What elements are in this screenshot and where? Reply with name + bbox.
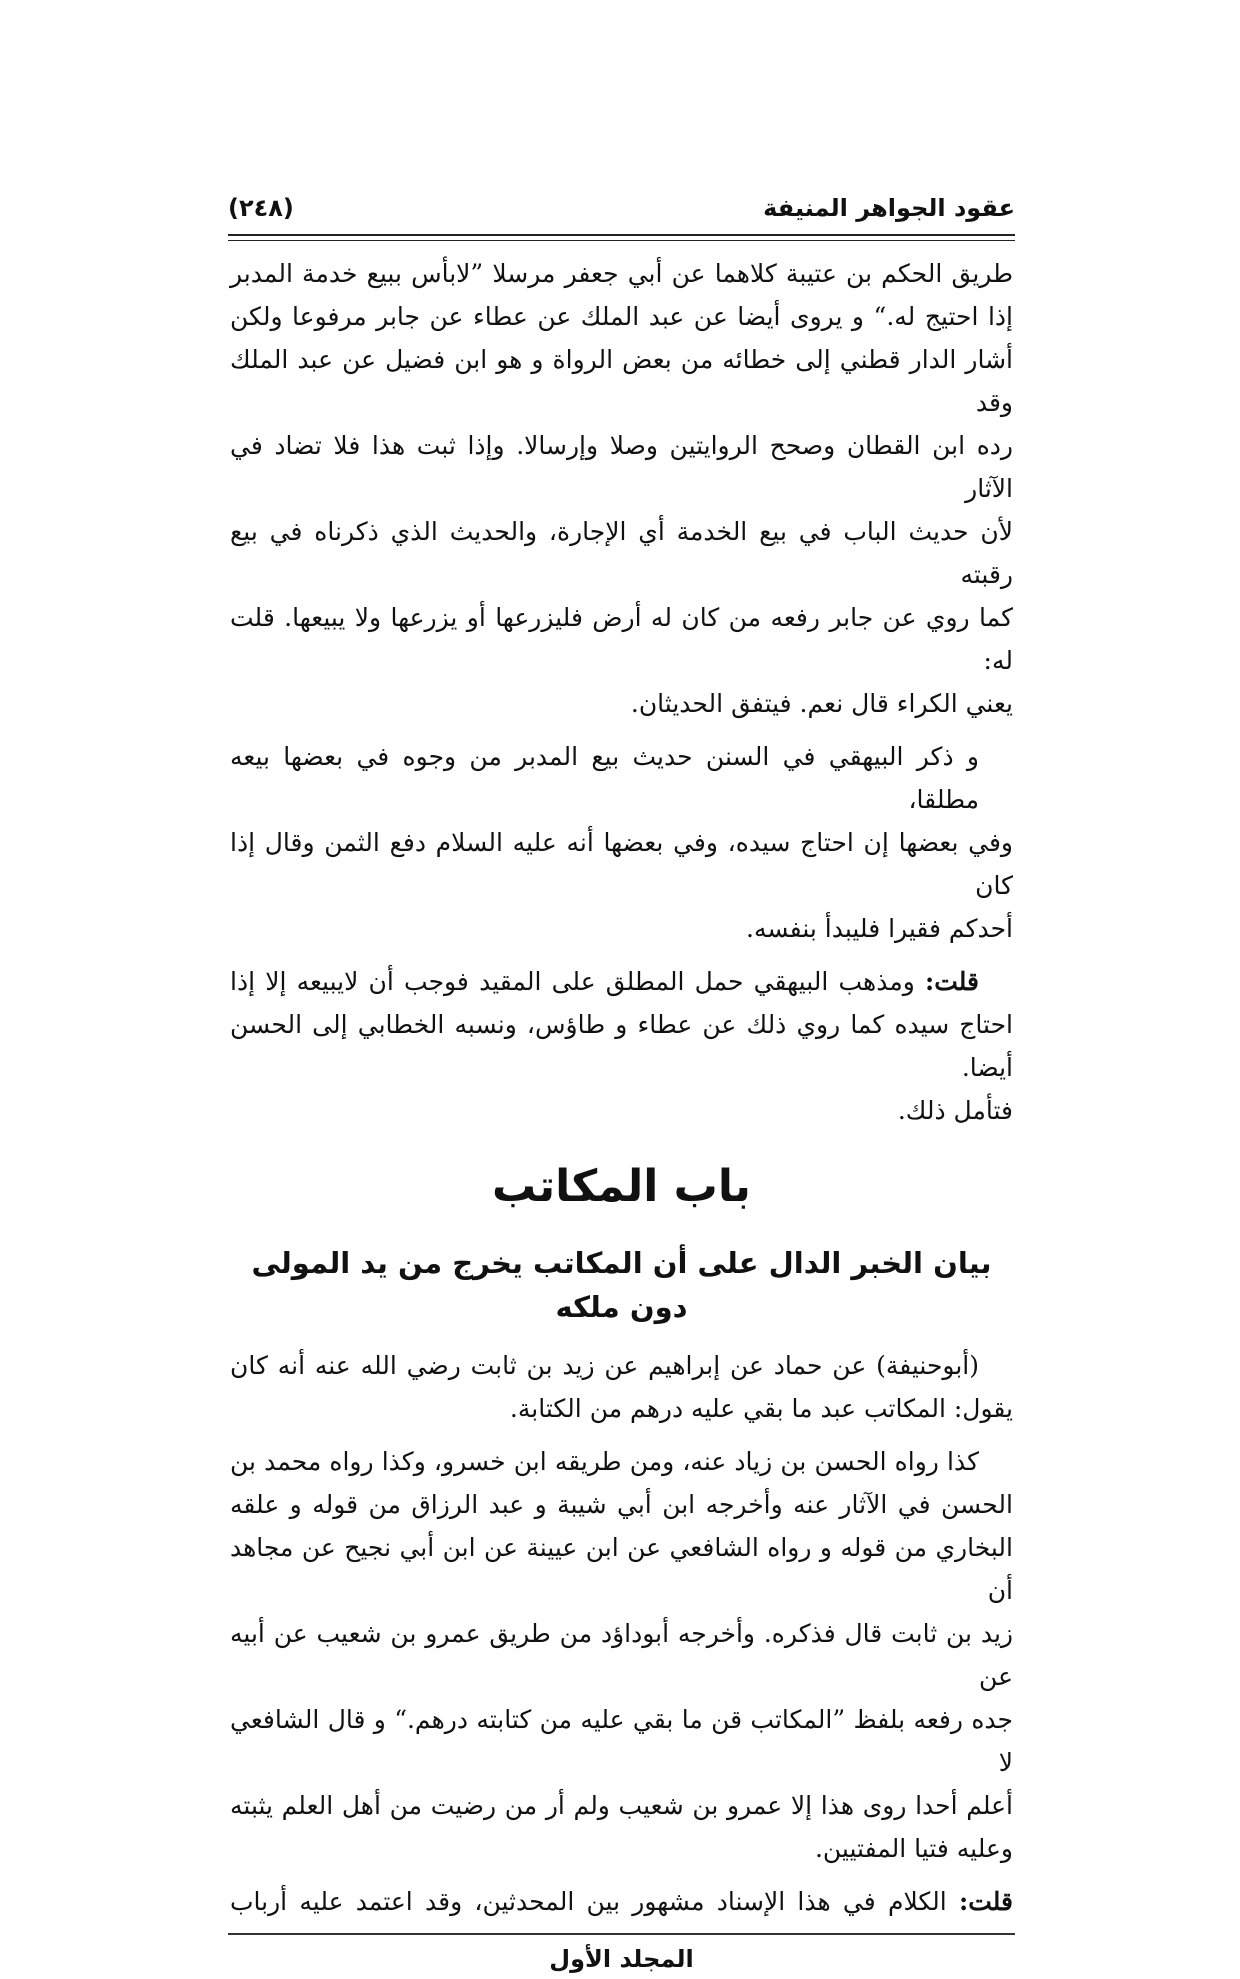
line-text: زيد بن ثابت قال فذكره. وأخرجه أبوداؤد من طريق عمرو بن شعيب عن أبيه عن [230, 1619, 1013, 1691]
line-text: إذا احتيج له.“ و يروى أيضا عن عبد الملك عن عطاء عن جابر مرفوعا ولكن [230, 302, 1013, 331]
line-text: طريق الحكم بن عتيبة كلاهما عن أبي جعفر مرسلا ”لابأس ببيع خدمة المدبر [230, 259, 1013, 288]
line-text: البخاري من قوله و رواه الشافعي عن ابن عيينة عن ابن أبي نجيح عن مجاهد أن [230, 1533, 1013, 1605]
line-text: أعلم أحدا روى هذا إلا عمرو بن شعيب ولم أر من رضيت من أهل العلم يثبته [230, 1791, 1013, 1820]
paragraph [230, 252, 1013, 725]
text-line [230, 295, 1013, 338]
line-text: كما روي عن جابر رفعه من كان له أرض فليزرعها أو يزرعها ولا يبيعها. قلت له: [230, 603, 1013, 675]
paragraph [230, 1880, 1013, 1923]
line-text: و ذكر البيهقي في السنن حديث بيع المدبر من وجوه في بعضها بيعه مطلقا، [230, 742, 979, 814]
line-text: أشار الدار قطني إلى خطائه من بعض الرواة و هو ابن فضيل عن عبد الملك وقد [230, 345, 1013, 417]
line-text: فتأمل ذلك. [897, 1096, 1013, 1125]
header-double-rule [228, 234, 1015, 241]
line-text: (أبوحنيفة) عن حماد عن إبراهيم عن زيد بن ثابت رضي الله عنه أنه كان [230, 1351, 979, 1380]
volume-footer: المجلد الأول [549, 1945, 694, 1973]
line-text: وعليه فتيا المفتيين. [814, 1834, 1013, 1863]
text-line [230, 1827, 1013, 1870]
bold-lead-word: قلت: [958, 1887, 1013, 1916]
text-line [230, 1880, 1013, 1923]
text-line [230, 1612, 1013, 1698]
text-line [230, 510, 1013, 596]
line-text: كذا رواه الحسن بن زياد عنه، ومن طريقه ابن خسرو، وكذا رواه محمد بن [230, 1447, 979, 1476]
page-content [228, 252, 1015, 1979]
book-title: عقود الجواهر المنيفة [763, 194, 1015, 222]
line-text: وفي بعضها إن احتاج سيده، وفي بعضها أنه عليه السلام دفع الثمن وقال إذا كان [230, 828, 1013, 900]
footer-rule [228, 1933, 1015, 1935]
running-header [228, 186, 1015, 230]
line-text: ومذهب البيهقي حمل المطلق على المقيد فوجب أن لايبيعه إلا إذا [230, 967, 925, 996]
text-line [230, 1003, 1013, 1089]
text-line [230, 1089, 1013, 1132]
text-line [230, 821, 1013, 907]
text-line [230, 1483, 1013, 1526]
line-text: رده ابن القطان وصحح الروايتين وصلا وإرسالا. وإذا ثبت هذا فلا تضاد في الآثار [230, 431, 1013, 503]
line-text: يعني الكراء قال نعم. فيتفق الحديثان. [630, 689, 1013, 718]
paragraph [230, 1440, 1013, 1870]
text-line [230, 338, 1013, 424]
chapter-heading: باب المكاتب [492, 1161, 751, 1212]
line-text: احتاج سيده كما روي ذلك عن عطاء و طاؤس، ونسبه الخطابي إلى الحسن أيضا. [230, 1010, 1013, 1082]
text-line [230, 1344, 1013, 1387]
text-line [230, 252, 1013, 295]
line-text: لأن حديث الباب في بيع الخدمة أي الإجارة، والحديث الذي ذكرناه في بيع رقبته [230, 517, 1013, 589]
text-line [230, 1784, 1013, 1827]
text-line [230, 1387, 1013, 1430]
text-line [230, 596, 1013, 682]
text-line [230, 735, 1013, 821]
paragraph [230, 1344, 1013, 1430]
page-number: (٢٤٨) [228, 194, 294, 222]
line-text: الكلام في هذا الإسناد مشهور بين المحدثين، وقد اعتمد عليه أرباب [230, 1887, 959, 1916]
paragraph [230, 960, 1013, 1132]
paragraph [230, 735, 1013, 950]
line-text: يقول: المكاتب عبد ما بقي عليه درهم من الكتابة. [509, 1394, 1013, 1423]
text-line [230, 424, 1013, 510]
bold-lead-word: قلت: [924, 967, 979, 996]
section-heading: بيان الخبر الدال على أن المكاتب يخرج من يد المولى دون ملكه [251, 1246, 992, 1324]
text-line [230, 1698, 1013, 1784]
text-line [230, 1526, 1013, 1612]
text-line [230, 1440, 1013, 1483]
text-line [230, 960, 1013, 1003]
line-text: أحدكم فقيرا فليبدأ بنفسه. [746, 914, 1013, 943]
line-text: الحسن في الآثار عنه وأخرجه ابن أبي شيبة و عبد الرزاق من قوله و علقه [230, 1490, 1013, 1519]
text-line [230, 682, 1013, 725]
page-body [228, 252, 1015, 1923]
text-line [230, 907, 1013, 950]
line-text: جده رفعه بلفظ ”المكاتب قن ما بقي عليه من كتابته درهم.“ و قال الشافعي لا [230, 1705, 1013, 1777]
